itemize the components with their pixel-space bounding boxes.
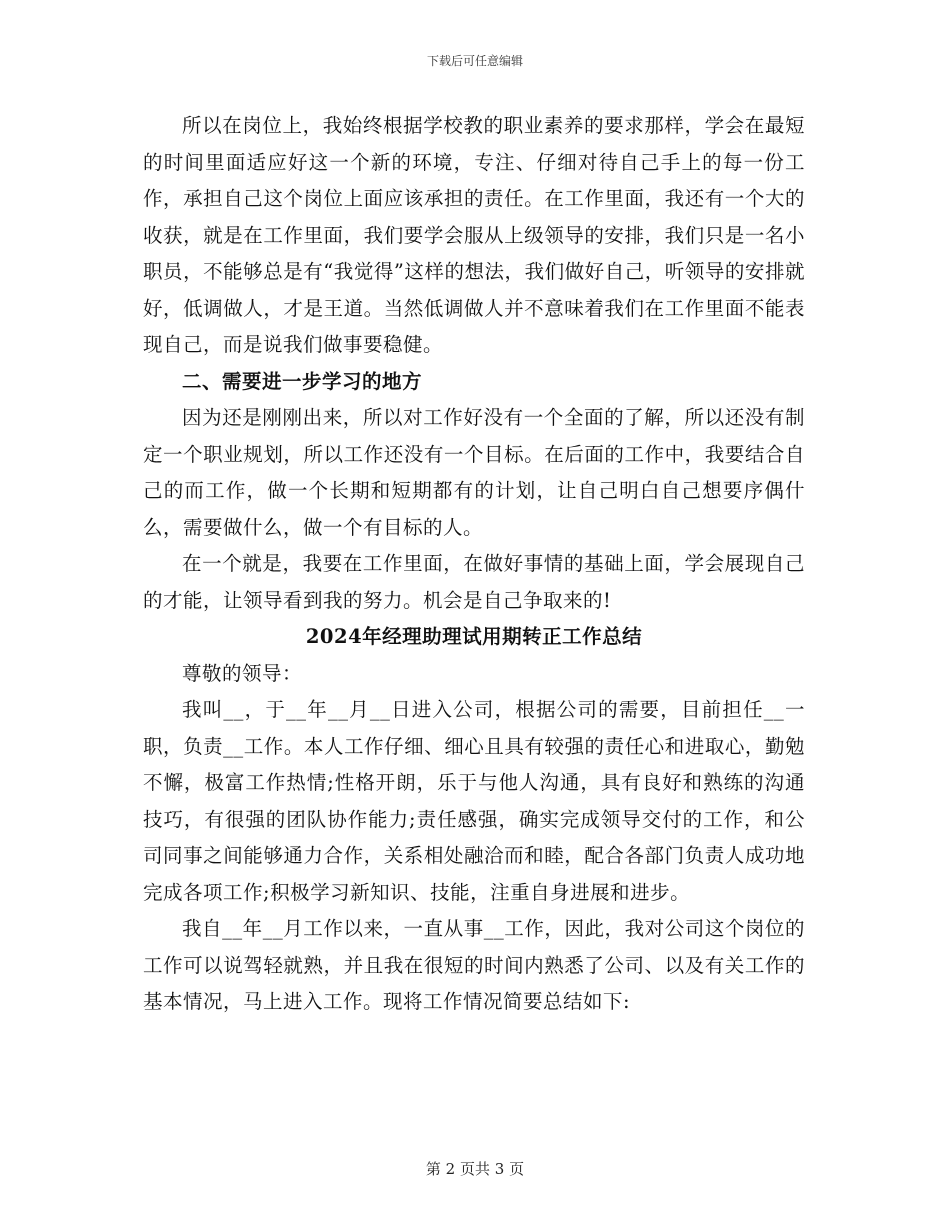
paragraph-job-attitude: 所以在岗位上，我始终根据学校教的职业素养的要求那样，学会在最短的时间里面适应好这一个新的环境，专注、仔细对待自己手上的每一份工作，承担自己这个岗位上面应该承担的责任。在工作里面，我还有一个大的收获，就是在工作里面，我们要学会服从上级领导的安排，我们只是一名小职员，不能够总是有“我觉得”这样的想法，我们做好自己，听领导的安排就好，低调做人，才是王道。当然低调做人并不意味着我们在工作里面不能表现自己，而是说我们做事要稳健。: [143, 114, 805, 356]
document-body: [143, 108, 805, 1021]
paragraph-career-plan: 因为还是刚刚出来，所以对工作好没有一个全面的了解，所以还没有制定一个职业规划，所以工作还没有一个目标。在后面的工作中，我要结合自己的而工作，做一个长期和短期都有的计划，让自己明白自己想要序偶什么，需要做什么，做一个有目标的人。: [143, 406, 805, 539]
document-title: 2024年经理助理试用期转正工作总结: [305, 625, 643, 648]
section-heading-further-study: 二、需要进一步学习的地方: [182, 369, 423, 393]
paragraph-show-ability: 在一个就是，我要在工作里面，在做好事情的基础上面，学会展现自己的才能，让领导看到我的努力。机会是自己争取来的!: [143, 552, 805, 612]
paragraph-work-summary: 我自__年__月工作以来，一直从事__工作，因此，我对公司这个岗位的工作可以说驾轻就熟，并且我在很短的时间内熟悉了公司、以及有关工作的基本情况，马上进入工作。现将工作情况简要总结如下:: [143, 917, 805, 1013]
page-footer: 第 2 页共 3 页: [425, 1160, 525, 1178]
paragraph-self-introduction: 我叫__，于__年__月__日进入公司，根据公司的需要，目前担任__一职，负责__工作。本人工作仔细、细心且具有较强的责任心和进取心，勤勉不懈，极富工作热情;性格开朗，乐于与他人沟通，具有良好和熟练的沟通技巧，有很强的团队协作能力;责任感强，确实完成领导交付的工作，和公司同事之间能够通力合作，关系相处融洽而和睦，配合各部门负责人成功地完成各项工作;积极学习新知识、技能，注重自身进展和进步。: [143, 698, 805, 904]
page-header: 下载后可任意编辑: [426, 54, 523, 68]
salutation: 尊敬的领导：: [182, 661, 303, 685]
